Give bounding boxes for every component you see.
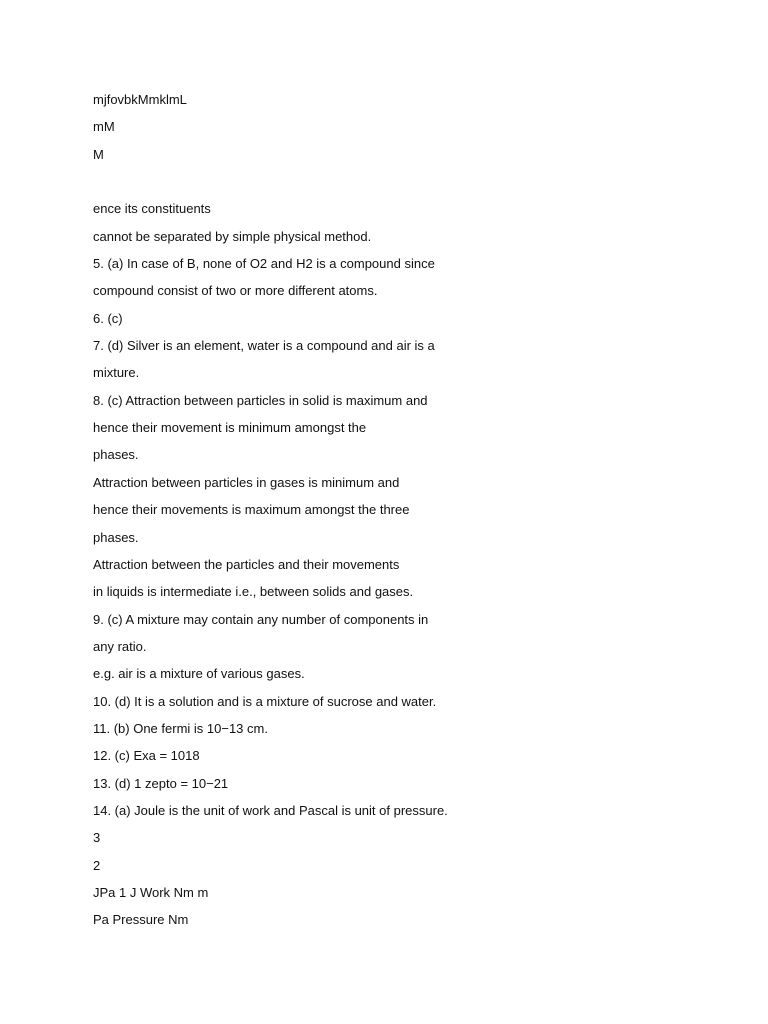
- answer-line: 5. (a) In case of B, none of O2 and H2 is a compound since: [93, 256, 435, 272]
- document-page: [93, 86, 733, 934]
- text-line: hence their movement is minimum amongst the: [93, 420, 367, 436]
- text-line: Pa Pressure Nm: [93, 912, 189, 928]
- text-line: phases.: [93, 447, 139, 463]
- answer-line: 8. (c) Attraction between particles in solid is maximum and: [93, 392, 428, 408]
- answer-line: 9. (c) A mixture may contain any number of components in: [93, 611, 429, 627]
- text-line: mixture.: [93, 365, 140, 381]
- text-line: M: [93, 146, 104, 162]
- text-line: mjfovbkMmklmL: [93, 92, 187, 107]
- text-line: hence their movements is maximum amongst the three: [93, 502, 410, 518]
- blank-line: [93, 168, 733, 195]
- answer-line: 13. (d) 1 zepto = 10−21: [93, 775, 229, 791]
- answer-line: 6. (c): [93, 310, 123, 326]
- answer-line: 11. (b) One fermi is 10−13 cm.: [93, 720, 268, 736]
- text-line: cannot be separated by simple physical method.: [93, 228, 372, 244]
- text-line: any ratio.: [93, 638, 147, 654]
- text-line: ence its constituents: [93, 201, 211, 217]
- text-line: Attraction between particles in gases is minimum and: [93, 474, 400, 490]
- text-line: Attraction between the particles and their movements: [93, 556, 400, 572]
- answer-line: 10. (d) It is a solution and is a mixture of sucrose and water.: [93, 693, 437, 709]
- text-line: phases.: [93, 529, 139, 545]
- text-line: in liquids is intermediate i.e., between solids and gases.: [93, 584, 414, 600]
- text-line: 3: [93, 830, 101, 846]
- text-line: compound consist of two or more different atoms.: [93, 283, 378, 299]
- answer-line: 7. (d) Silver is an element, water is a compound and air is a: [93, 338, 435, 354]
- text-line: 2: [93, 857, 101, 873]
- text-line: mM: [93, 119, 115, 135]
- answer-line: 12. (c) Exa = 1018: [93, 748, 200, 764]
- text-line: JPa 1 J Work Nm m: [93, 884, 209, 900]
- text-line: e.g. air is a mixture of various gases.: [93, 666, 305, 682]
- answer-line: 14. (a) Joule is the unit of work and Pascal is unit of pressure.: [93, 802, 448, 818]
